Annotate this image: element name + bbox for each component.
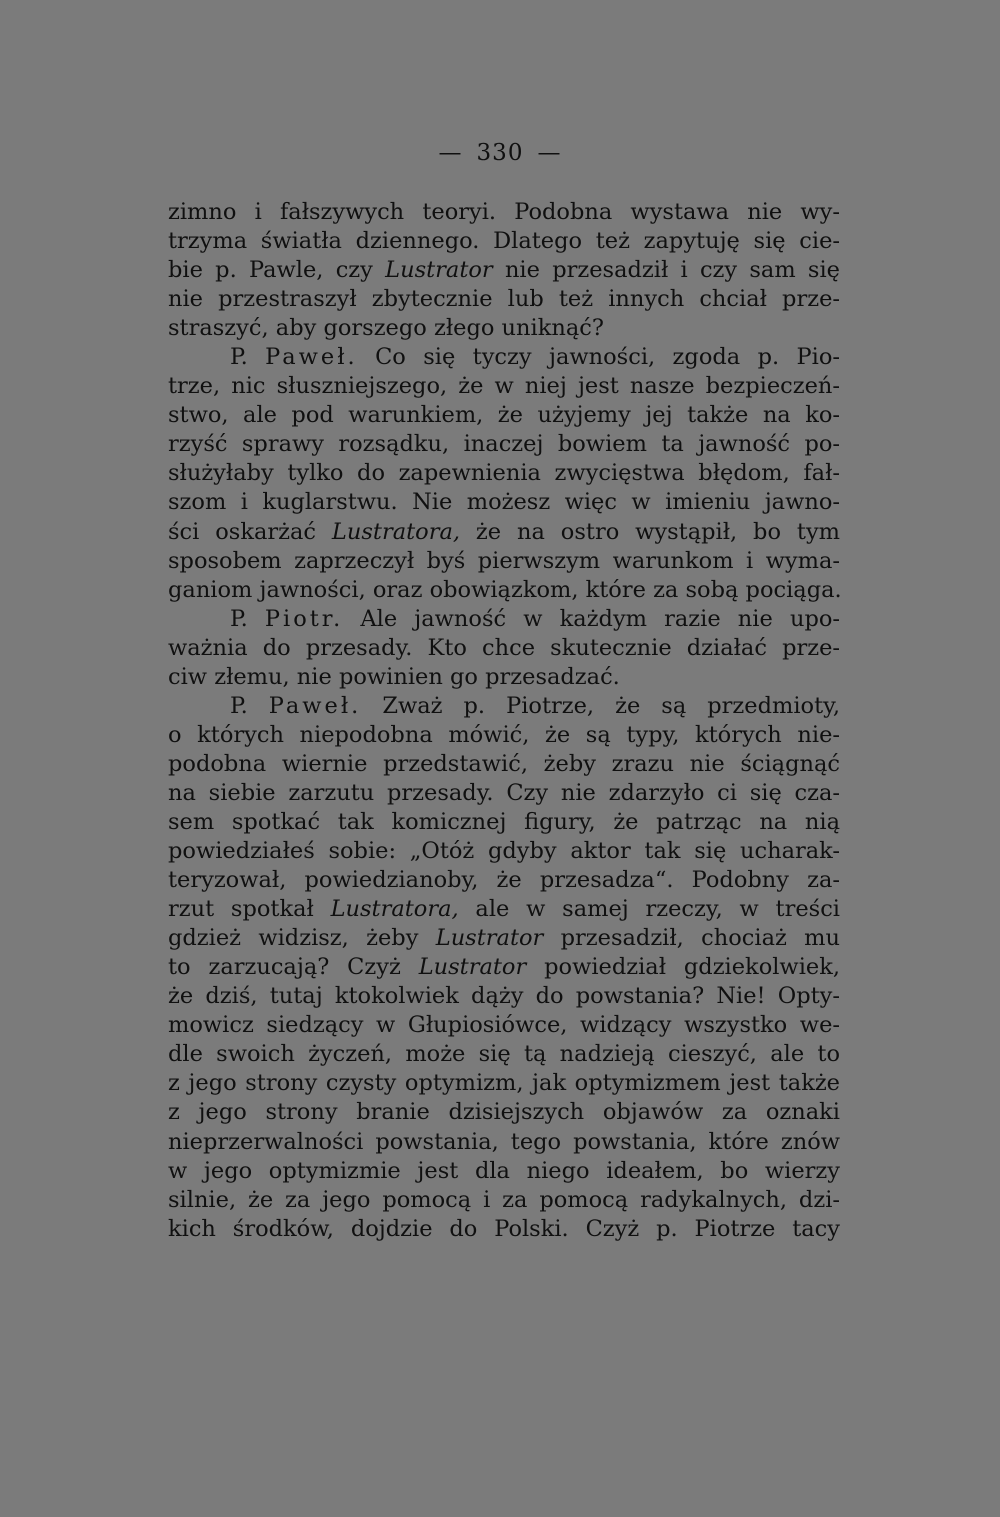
text-run: teryzował, powiedzianoby, że przesadza“. Podobny za-	[168, 867, 840, 894]
text-run: P.	[230, 344, 266, 371]
text-run: na siebie zarzutu przesady. Czy nie zdarzyło ci się cza-	[168, 779, 840, 806]
text-run: sem spotkać tak komicznej figury, że patrząc na nią	[168, 808, 840, 835]
text-line	[168, 1128, 840, 1157]
page-number-header	[0, 140, 1000, 166]
text-line	[168, 285, 840, 314]
text-run: P.	[230, 692, 269, 719]
text-line	[168, 808, 840, 837]
text-run: dle swoich życzeń, może się tą nadzieją cieszyć, ale to	[168, 1041, 840, 1068]
text-run: ważnia do przesady. Kto chce skutecznie działać prze-	[168, 634, 840, 661]
text-line	[168, 953, 840, 982]
text-line	[168, 750, 840, 779]
text-run: sposobem zaprzeczył byś pierwszym warunkom i wyma-	[168, 547, 840, 574]
italic-title: Lustrator	[385, 257, 493, 284]
text-line	[168, 547, 840, 576]
text-line	[168, 663, 840, 692]
text-line	[168, 895, 840, 924]
text-line	[168, 605, 840, 634]
text-run: stwo, ale pod warunkiem, że użyjemy jej także na ko-	[168, 402, 840, 429]
text-run: rzyść sprawy rozsądku, inaczej bowiem ta jawność po-	[168, 431, 840, 458]
text-run: przesadził, chociaż mu	[543, 925, 840, 952]
text-run: że na ostro wystąpił, bo tym	[460, 518, 840, 545]
text-run: ciw złemu, nie powinien go przesadzać.	[168, 663, 620, 690]
text-run: Co się tyczy jawności, zgoda p. Pio-	[357, 344, 840, 371]
speaker-name: Paweł.	[265, 344, 358, 371]
header-dash-right: —	[537, 140, 562, 166]
text-run: straszyć, aby gorszego złego uniknąć?	[168, 315, 604, 342]
text-run: powiedział gdziekolwiek,	[526, 954, 840, 981]
text-line	[168, 779, 840, 808]
text-run: służyłaby tylko do zapewnienia zwycięstwa błędom, fał-	[168, 460, 840, 487]
text-run: nie przesadził i czy sam się	[492, 257, 840, 284]
text-line	[168, 518, 840, 547]
text-line	[168, 372, 840, 401]
text-run: o których niepodobna mówić, że są typy, których nie-	[168, 721, 840, 748]
text-line	[168, 459, 840, 488]
text-line	[168, 982, 840, 1011]
text-line	[168, 227, 840, 256]
italic-title: Lustratora,	[331, 518, 461, 545]
text-run: ale w samej rzeczy, w treści	[458, 896, 840, 923]
text-run: silnie, że za jego pomocą i za pomocą radykalnych, dzi-	[168, 1186, 840, 1213]
text-run: z jego strony branie dzisiejszych objawów za oznaki	[168, 1099, 840, 1126]
text-line	[168, 924, 840, 953]
page-number: 330	[476, 140, 524, 166]
text-run: to zarzucają? Czyż	[168, 954, 419, 981]
text-run: bie p. Pawle, czy	[168, 257, 386, 284]
text-run: z jego strony czysty optymizm, jak optymizmem jest także	[168, 1070, 840, 1097]
text-run: powiedziałeś sobie: „Otóż gdyby aktor tak się ucharak-	[168, 838, 840, 865]
text-line	[168, 1069, 840, 1098]
text-run: mowicz siedzący w Głupiosiówce, widzący wszystko we-	[168, 1012, 840, 1039]
italic-title: Lustrator	[418, 954, 527, 981]
header-dash-left: —	[438, 140, 463, 166]
speaker-name: Piotr.	[264, 605, 344, 632]
text-run: rzut spotkał	[168, 896, 331, 923]
text-run: podobna wiernie przedstawić, żeby zrazu nie ściągnąć	[168, 750, 840, 777]
text-line	[168, 488, 840, 517]
text-line	[168, 314, 840, 343]
text-run: zimno i fałszywych teoryi. Podobna wystawa nie wy-	[168, 199, 840, 225]
text-run: że dziś, tutaj ktokolwiek dąży do powstania? Nie! Opty-	[168, 983, 840, 1010]
text-line	[168, 256, 840, 285]
text-run: ganiom jawności, oraz obowiązkom, które za sobą pociąga.	[168, 576, 842, 603]
text-line	[168, 837, 840, 866]
text-run: gdzież widzisz, żeby	[168, 925, 436, 952]
italic-title: Lustrator	[435, 925, 544, 952]
speaker-name: Paweł.	[268, 692, 362, 719]
text-line	[168, 1157, 840, 1186]
text-line	[168, 576, 840, 605]
text-line	[168, 1040, 840, 1069]
text-run: Ale jawność w każdym razie nie upo-	[343, 605, 840, 632]
text-line	[168, 401, 840, 430]
text-run: P.	[230, 605, 265, 632]
text-line	[168, 1215, 840, 1244]
text-line	[168, 634, 840, 663]
text-line	[168, 721, 840, 750]
body-text	[168, 198, 840, 1244]
text-line	[168, 1098, 840, 1127]
text-run: trzyma światła dziennego. Dlatego też zapytuję się cie-	[168, 228, 840, 255]
text-run: szom i kuglarstwu. Nie możesz więc w imieniu jawno-	[168, 489, 840, 516]
text-run: nie przestraszył zbytecznie lub też innych chciał prze-	[168, 286, 840, 313]
text-run: trze, nic słuszniejszego, że w niej jest nasze bezpieczeń-	[168, 373, 840, 400]
text-run: nieprzerwalności powstania, tego powstania, które znów	[168, 1128, 840, 1155]
text-line	[168, 343, 840, 372]
text-line	[168, 1011, 840, 1040]
text-run: Zważ p. Piotrze, że są przedmioty,	[361, 692, 840, 719]
text-line	[168, 692, 840, 721]
text-run: ści oskarżać	[168, 518, 332, 545]
text-line	[168, 1186, 840, 1215]
text-run: kich środków, dojdzie do Polski. Czyż p. Piotrze tacy	[168, 1215, 840, 1242]
text-line	[168, 198, 840, 227]
text-line	[168, 430, 840, 459]
text-run: w jego optymizmie jest dla niego ideałem, bo wierzy	[168, 1157, 840, 1184]
italic-title: Lustratora,	[330, 896, 459, 923]
text-line	[168, 866, 840, 895]
